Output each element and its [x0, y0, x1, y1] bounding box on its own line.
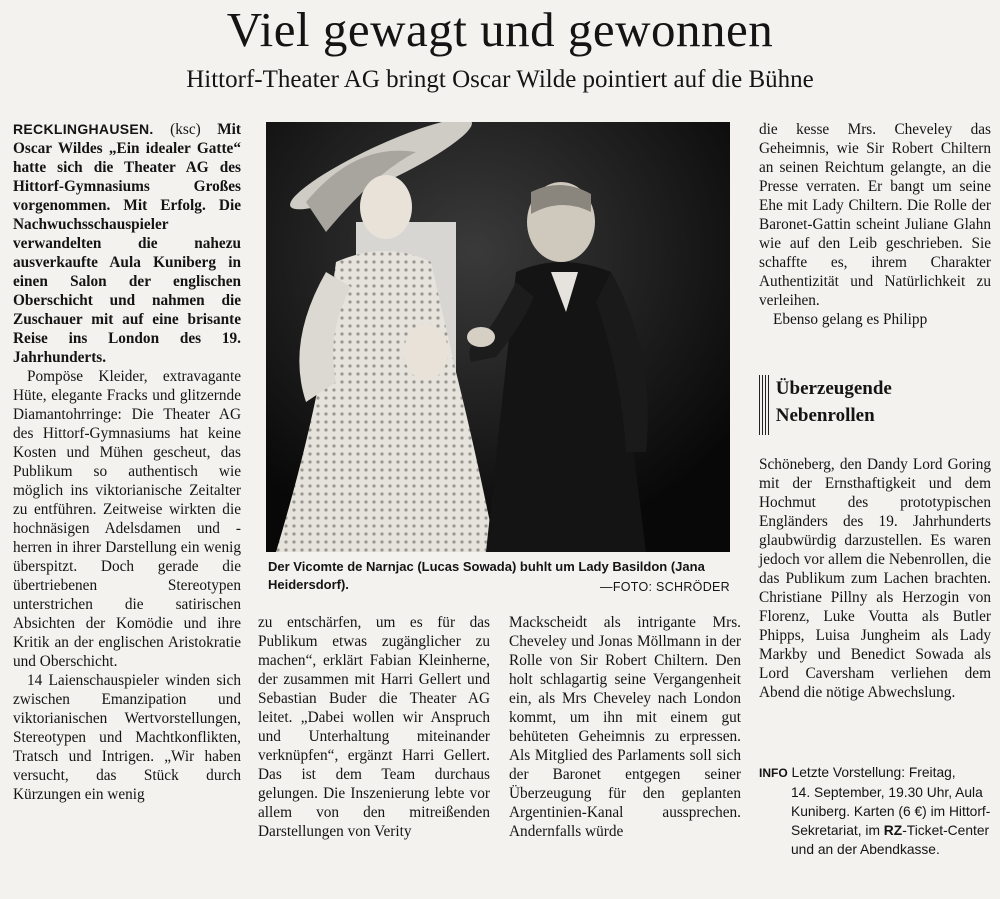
info-rest [759, 783, 991, 859]
dateline: RECKLINGHAUSEN. [13, 121, 154, 137]
paragraph: zu entschärfen, um es für das Publikum etwas zugänglicher zu machen“, erklärt Fabian Kleinherne, der zusammen mit Harri Gellert und Sebastian Buder die Theater AG leitet. „Dabei wollen wir Anspruch und Unterhaltung miteinander verknüpfen“, ergänzt Harri Gellert. Das ist dem Team durchaus gelungen. Die Inszenierung lebte vor allem von den mitreißenden Darstellungen von Verity [258, 614, 490, 840]
author-tag: (ksc) [170, 121, 201, 138]
lead-paragraph [13, 120, 241, 367]
paragraph: die kesse Mrs. Cheveley das Geheimnis, wie Sir Robert Chiltern an seinen Reichtum gelangte, an die Presse verraten. Er bangt um seine Ehe mit Lady Chiltern. Die Rolle der Baronet-Gattin scheint Juliane Glahn wie auf den Leib geschrieben. Sie schaffte es, ihrem Charakter Authentizität und Natürlichkeit zu verleihen. [759, 121, 991, 309]
lead-text: Mit Oscar Wildes „Ein idealer Gatte“ hatte sich die Theater AG des Hittorf-Gymnasiums Großes vorgenommen. Mit Erfolg. Die Nachwuchsschauspieler verwandelten die nahezu ausverkaufte Aula Kuniberg in einen Salon der englischen Oberschicht und nahmen die Zuschauer mit auf eine brisante Reise ins London des 19. Jahrhunderts. [13, 121, 242, 366]
article-column-4 [759, 120, 991, 329]
paragraph: 14 Laienschauspieler winden sich zwischen Emanzipation und viktorianischen Wertvorstellungen, Stereotypen und Machtkonflikten, Tratsch und Intrigen. „Wir haben versucht, das Stück durch Kürzungen ein wenig [13, 672, 241, 803]
info-box [759, 763, 991, 859]
photo-illustration [266, 122, 730, 552]
subheading-text: Überzeugende Nebenrollen [775, 378, 892, 426]
paragraph: Ebenso gelang es Philipp [773, 311, 928, 328]
info-line-3: -Ticket-Center und an der Abendkasse. [791, 823, 990, 857]
rz-label: RZ [883, 823, 903, 838]
paragraph: Pompöse Kleider, extravagante Hüte, elegante Fracks und glitzernde Diamantohrringe: Die Theater AG des Hittorf-Gymnasiums hat keine Kosten und Mühen gescheut, das Publikum so authentisch wie möglich ins viktorianische Zeitalter zu entführen. Zeitweise wirkten die hochnäsigen Adelsdamen und -herren in ihrer Darstellung ein wenig überspitzt. Doch gerade die übertriebenen Stereotypen unterstrichen die satirischen Absichten der Komödie und ihre Kritik an der englischen Aristokratie und Oberschicht. [13, 368, 241, 670]
subheadline: Hittorf-Theater AG bringt Oscar Wilde pointiert auf die Bühne [186, 66, 814, 93]
photo-credit: —FOTO: SCHRÖDER [600, 580, 730, 594]
article-column-1 [13, 120, 241, 804]
info-label: INFO [759, 766, 788, 780]
info-line-2: 14. September, 19.30 Uhr, Aula Kuniberg. Karten (6 €) im Hittorf-Sekretariat, im [791, 785, 991, 838]
article-column-3 [509, 613, 741, 841]
subheading-bar [759, 375, 770, 435]
article-column-4-continued [759, 455, 991, 702]
section-subheading [759, 375, 991, 437]
photo-caption: Der Vicomte de Narnjac (Lucas Sowada) buhlt um Lady Basildon (Jana Heidersdorf). [268, 559, 705, 592]
paragraph: Mackscheidt als intrigante Mrs. Cheveley und Jonas Möllmann in der Rolle von Sir Robert Chiltern. Den holt schlagartig seine Vergangenheit ein, als Mrs Cheveley nach London kommt, um ihn mit einem gut behüteten Geheimnis zu erpressen. Als Mitglied des Parlaments soll sich der Baronet entgegen seiner Überzeugung für den geplanten Argentinien-Kanal aussprechen. Andernfalls würde [509, 614, 741, 840]
article-photo [266, 122, 730, 552]
paragraph: Schöneberg, den Dandy Lord Goring mit der Ernsthaftigkeit und dem Hochmut des prototypischen Engländers des 19. Jahrhunderts glaubwürdig darzustellen. Es waren jedoch vor allem die Nebenrollen, die das Publikum zum Lachen brachten. Christiane Pillny als Herzogin von Florenz, Luke Voutta als Butler Phipps, Luisa Jungheim als Lady Markby und Benedict Sowada als Lord Caversham verliehen dem Abend die nötige Abwechslung. [759, 456, 991, 701]
article-column-2 [258, 613, 490, 841]
info-line-1: Letzte Vorstellung: Freitag, [791, 765, 956, 780]
headline: Viel gewagt und gewonnen [226, 2, 774, 57]
